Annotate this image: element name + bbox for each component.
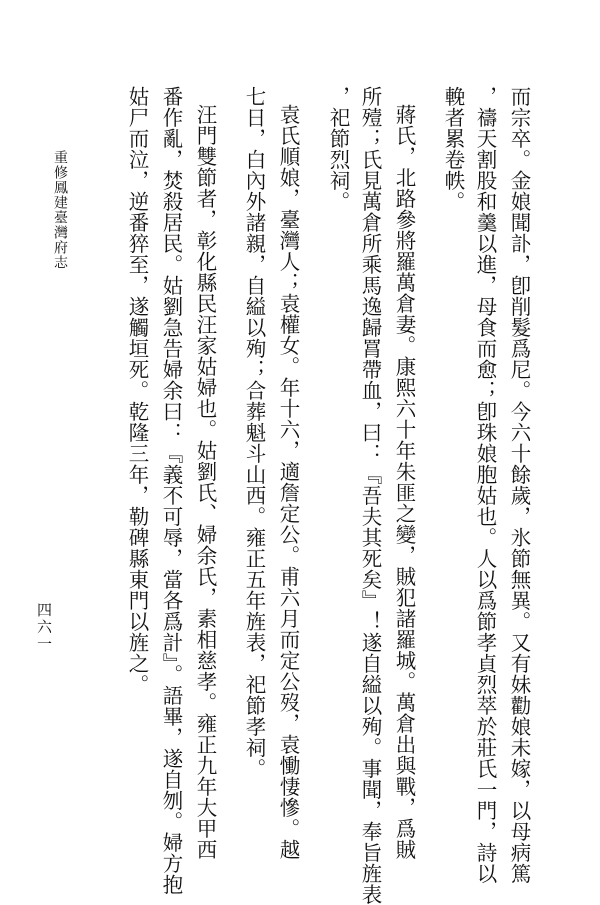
text-column: 輓者累卷帙。 bbox=[441, 86, 465, 212]
text-column: 汪門雙節者，彰化縣民汪家姑婦也。姑劉氏、婦余氏，素相慈孝。雍正九年大甲西 bbox=[193, 104, 217, 860]
text-column: 所殪；氏見萬倉所乘馬逸歸罥帶血，曰：『吾夫其死矣』！遂自縊以殉。事聞，奉旨旌表 bbox=[358, 86, 382, 905]
text-column: 蔣氏，北路參將羅萬倉妻。康熙六十年朱匪之變，賊犯諸羅城。萬倉出與戰，爲賊 bbox=[392, 104, 416, 860]
text-column: 七日，白內外諸親，自縊以殉；合葬魁斗山西。雍正五年旌表，祀節孝祠。 bbox=[242, 86, 266, 779]
text-column: ，禱天割股和羹以進，母食而愈；卽珠娘胞姑也。人以爲節孝貞烈萃於莊氏一門，詩以 bbox=[473, 86, 497, 884]
text-column: 而宗卒。金娘聞訃，卽削髮爲尼。今六十餘歲，氷節無異。又有妹勸娘未嫁，以母病篤 bbox=[507, 86, 531, 884]
book-title: 重修鳳建臺灣府志 bbox=[52, 150, 68, 270]
text-column: 番作亂，焚殺居民。姑劉急告婦余曰：『義不可辱，當各爲計』。語畢，遂自刎。婦方抱 bbox=[159, 86, 183, 895]
page-number: 四六一 bbox=[35, 602, 53, 653]
text-column: 姑尸而泣，逆番猝至，遂觸垣死。乾隆三年，勒碑縣東門以旌之。 bbox=[125, 86, 149, 695]
text-column: 袁氏順娘，臺灣人；袁權女。年十六，適詹定公。甫六月而定公歿，袁慟悽慘。越 bbox=[276, 104, 300, 860]
text-column: ，祀節烈祠。 bbox=[326, 86, 350, 212]
